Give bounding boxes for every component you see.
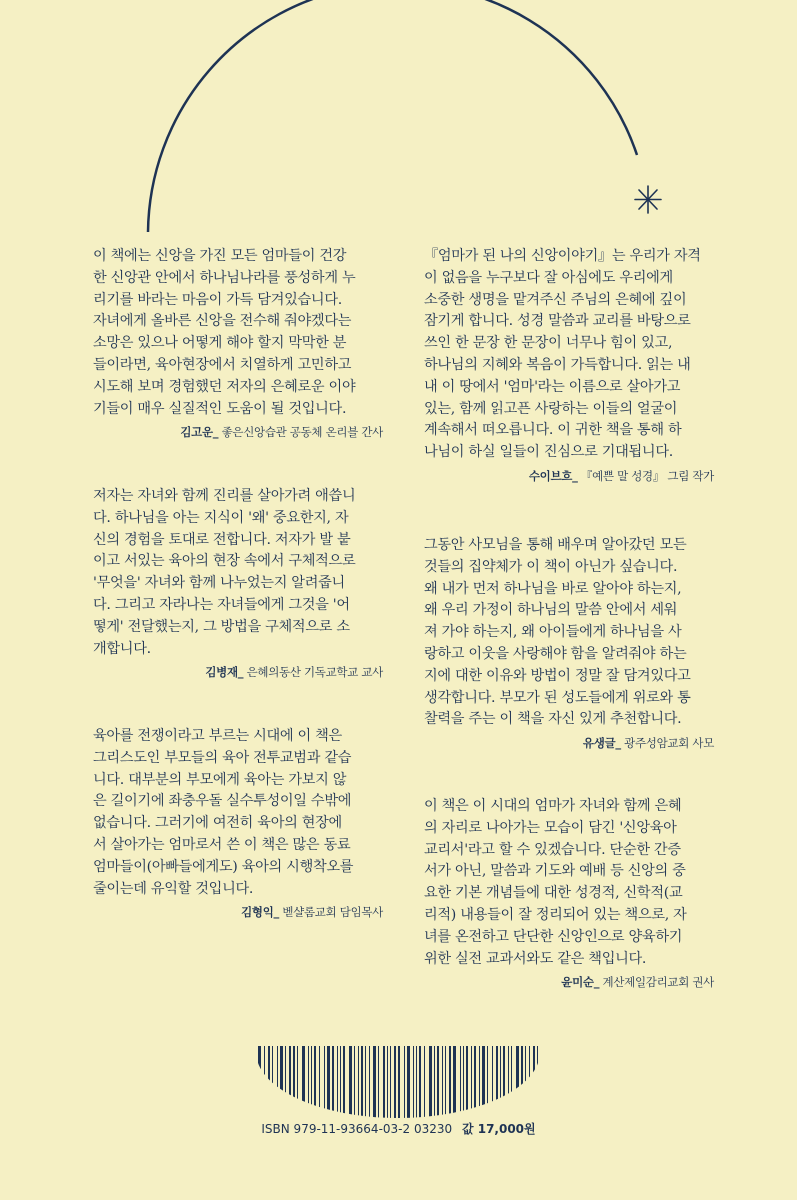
- barcode-bar: [349, 1046, 352, 1121]
- barcode-bar: [324, 1046, 325, 1121]
- barcode-bar: [437, 1046, 439, 1121]
- barcode-bar: [416, 1046, 417, 1121]
- barcode-bar: [369, 1046, 370, 1121]
- barcode-bar: [533, 1046, 535, 1121]
- barcode-bar: [337, 1046, 338, 1121]
- barcode-bar: [434, 1046, 435, 1121]
- barcode-bar: [258, 1046, 261, 1121]
- barcode-bar: [482, 1046, 485, 1121]
- barcode-bar: [297, 1046, 298, 1121]
- endorser-name: 수이브흐_: [528, 468, 578, 483]
- barcode-bar: [492, 1046, 493, 1121]
- price: 값 17,000원: [461, 1122, 536, 1136]
- barcode-bar: [293, 1046, 295, 1121]
- barcode-bar: [302, 1046, 305, 1121]
- barcode-bar: [340, 1046, 341, 1121]
- barcode-bar: [525, 1046, 526, 1121]
- barcode-bar: [383, 1046, 385, 1121]
- barcode-bar: [361, 1046, 363, 1121]
- endorsement-text: 그동안 사모님을 통해 배우며 알아갔던 모든 것들의 집약체가 이 책이 아닌가 싶습니다. 왜 내가 먼저 하나님을 바로 알아야 하는지, 왜 우리 가정이 하나님의 말씀 안에서 세워 져 가야 하는지, 왜 아이들에게 하나님을 사 랑하고 이웃을 사랑해야 함을 알려줘야 하는 지에 대한 이유와 방법이 정말 잘 담겨있다고 생각합니다. 부모가 된 성도들에게 위로와 통 찰력을 주는 이 책을 자신 있게 추천합니다.: [424, 537, 691, 728]
- endorser-role: 은혜의동산 기독교학교 교사: [246, 665, 383, 680]
- barcode-bar: [445, 1046, 446, 1121]
- barcode-bar: [285, 1046, 286, 1121]
- barcode-bar: [358, 1046, 359, 1121]
- barcode-bar: [332, 1046, 334, 1121]
- endorser-name: 윤미순_: [561, 975, 600, 990]
- barcode-bar: [487, 1046, 488, 1121]
- barcode-bar: [308, 1046, 309, 1121]
- barcode-bar: [479, 1046, 480, 1121]
- barcode-bar: [503, 1046, 505, 1121]
- barcode-bar: [407, 1046, 410, 1121]
- barcode-bar: [394, 1046, 396, 1121]
- barcode-bar: [463, 1046, 464, 1121]
- barcode-bar: [521, 1046, 523, 1121]
- barcode-bar: [496, 1046, 498, 1121]
- barcode-bar: [429, 1046, 432, 1121]
- barcode-bar: [311, 1046, 312, 1121]
- endorsement-text: 저자는 자녀와 함께 진리를 살아가려 애씁니 다. 하나님을 아는 지식이 '왜' 중요한지, 자 신의 경험을 토대로 전합니다. 저자가 발 붙 이고 서있는 육아의 현장 속에서 구체적으로 '무엇을' 자녀와 함께 나누었는지 알려줍니 다. 그리고 자라나는 자녀들에게 그것을 '어 떻게' 전달했는지, 그 방법을 구체적으로 소 개합니다.: [93, 488, 356, 657]
- endorser-role: 『예쁜 말 성경』 그림 작가: [580, 468, 714, 483]
- endorsement-text: 이 책에는 신앙을 가진 모든 엄마들이 건강 한 신앙관 안에서 하나님나라를 풍성하게 누 리기를 바라는 마음이 가득 담겨있습니다. 자녀에게 올바른 신앙을 전수해 줘야겠다는 소망은 있으나 어떻게 해야 할지 막막한 분 들이라면, 육아현장에서 치열하게 고민하고 시도해 보며 경험했던 저자의 은혜로운 이야 기들이 매우 실질적인 도움이 될 것입니다.: [93, 248, 356, 417]
- barcode-bar: [398, 1046, 400, 1121]
- barcode-bar: [264, 1046, 265, 1121]
- endorser-role: 계산제일감리교회 권사: [602, 975, 714, 990]
- barcode-bar: [413, 1046, 414, 1121]
- barcode-bar: [471, 1046, 472, 1121]
- barcode-bar: [390, 1046, 391, 1121]
- barcode-bar: [280, 1046, 283, 1121]
- barcode-bar: [387, 1046, 388, 1121]
- barcode-bar: [365, 1046, 366, 1121]
- barcode-bar: [460, 1046, 461, 1121]
- endorser-role: 벧샬롬교회 담임목사: [282, 905, 383, 920]
- barcode-bar: [442, 1046, 443, 1121]
- barcode-bar: [511, 1046, 512, 1121]
- barcode-bar: [268, 1046, 270, 1121]
- endorser-role: 좋은신앙습관 공동체 온리블 간사: [221, 425, 383, 440]
- barcode-bar: [508, 1046, 509, 1121]
- endorser-role: 광주성암교회 사모: [624, 736, 714, 751]
- barcode-bar: [319, 1046, 320, 1121]
- isbn-number: ISBN 979-11-93664-03-2 03230: [261, 1122, 453, 1136]
- barcode-bar: [314, 1046, 316, 1121]
- barcode-bar: [354, 1046, 355, 1121]
- endorsement-text: 『엄마가 된 나의 신앙이야기』는 우리가 자격 이 없음을 누구보다 잘 아심에도 우리에게 소중한 생명을 맡겨주신 주님의 은혜에 깊이 잠기게 합니다. 성경 말씀과 교리를 바탕으로 쓰인 한 문장 한 문장이 너무나 힘이 있고, 하나님의 지혜와 복음이 가득합니다. 읽는 내 내 이 땅에서 '엄마'라는 이름으로 살아가고 있는, 함께 읽고픈 사랑하는 이들의 얼굴이 계속해서 떠오릅니다. 이 귀한 책을 통해 하 나님이 하실 일들이 진심으로 기대됩니다.: [424, 248, 701, 461]
- barcode-bar: [404, 1046, 405, 1121]
- barcode-bar: [449, 1046, 451, 1121]
- barcode-bar: [277, 1046, 278, 1121]
- isbn-line: [0, 1120, 797, 1137]
- barcode-bar: [272, 1046, 273, 1121]
- barcode-bar: [474, 1046, 476, 1121]
- barcode-bar: [500, 1046, 501, 1121]
- endorser-name: 김고운_: [180, 425, 219, 440]
- barcode-bar: [373, 1046, 376, 1121]
- barcode-bar: [529, 1046, 530, 1121]
- barcode-bar: [537, 1046, 538, 1121]
- barcode-bar: [453, 1046, 456, 1121]
- barcode-bar: [419, 1046, 421, 1121]
- barcode-bar: [424, 1046, 425, 1121]
- barcode-bar: [327, 1046, 330, 1121]
- barcode-bar: [516, 1046, 519, 1121]
- barcode-bar: [343, 1046, 345, 1121]
- endorsement-text: 육아를 전쟁이라고 부르는 시대에 이 책은 그리스도인 부모들의 육아 전투교범과 같습 니다. 대부분의 부모에게 육아는 가보지 않 은 길이기에 좌충우돌 실수투성이일 수밖에 없습니다. 그러기에 여전히 육아의 현장에 서 살아가는 엄마로서 쓴 이 책은 많은 동료 엄마들이(아빠들에게도) 육아의 시행착오를 줄이는데 유익할 것입니다.: [93, 728, 354, 897]
- endorser-name: 유생글_: [582, 736, 621, 751]
- endorsement-text: 이 책은 이 시대의 엄마가 자녀와 함께 은혜 의 자리로 나아가는 모습이 담긴 '신앙육아 교리서'라고 할 수 있겠습니다. 단순한 간증 서가 아닌, 말씀과 기도와 예배 등 신앙의 중 요한 기본 개념들에 대한 성경적, 신학적(교 리적) 내용들이 잘 정리되어 있는 책으로, 자 녀를 온전하고 단단한 신앙인으로 양육하기 위한 실전 교과서와도 같은 책입니다.: [424, 798, 687, 967]
- barcode-bar: [466, 1046, 468, 1121]
- barcode-bar: [289, 1046, 291, 1121]
- barcode-bar: [378, 1046, 379, 1121]
- endorser-name: 김형익_: [241, 905, 279, 920]
- endorser-name: 김병재_: [205, 665, 244, 680]
